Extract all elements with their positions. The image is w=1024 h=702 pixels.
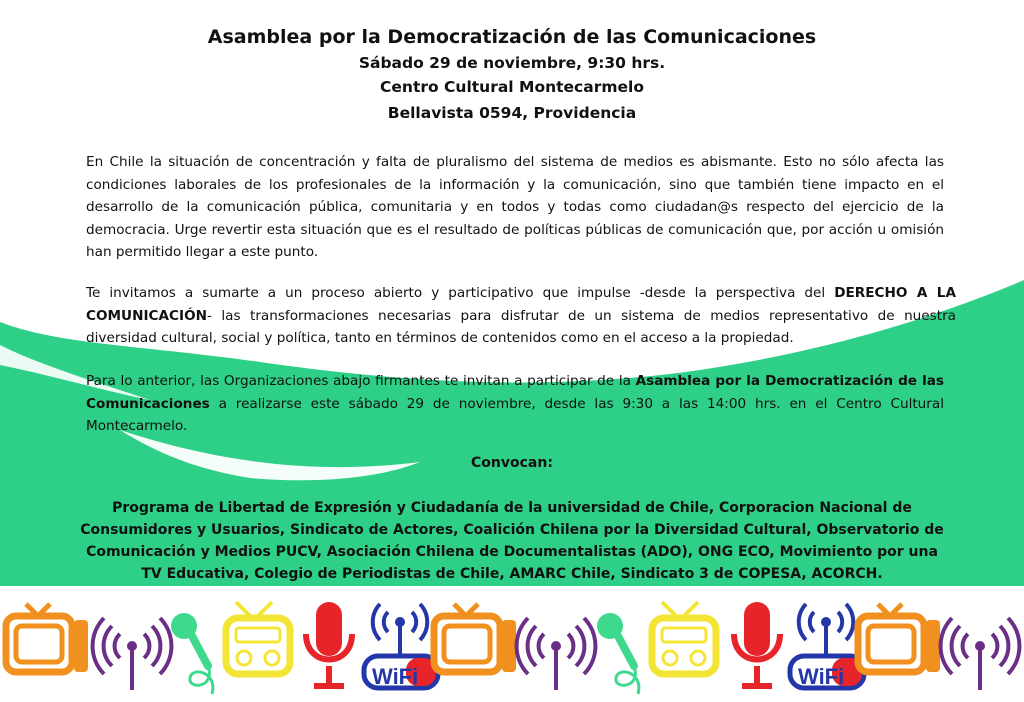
radio-icon: [226, 602, 290, 674]
red-microphone-icon: [306, 602, 352, 686]
details-text-end: a realizarse este sábado 29 de noviembre, desde las 9:30 a las 14:00 hrs. en el Centro Cultural Montecarmelo.: [86, 395, 944, 434]
organizations-list: Programa de Libertad de Expresión y Ciudadanía de la universidad de Chile, Corporacion Nacional de Consumidores y Usuarios, Sindicato de Actores, Coalición Chilena por la Diversidad Cultural, Observatorio de Comunicación y Medios PUCV, Asociación Chilena de Documentalistas (ADO), ONG ECO, Movimiento por una TV Educativa, Colegio de Periodistas de Chile, AMARC Chile, Sindicato 3 de COPESA, ACORCH.: [80, 500, 944, 582]
invitation-text-start: Te invitamos a sumarte a un proceso abierto y participativo que impulse -desde la perspectiva del: [86, 285, 835, 301]
details-paragraph: [86, 370, 944, 438]
radio-waves-icon: [93, 618, 172, 690]
red-microphone-icon: [734, 602, 780, 686]
details-text-start: Para lo anterior, las Organizaciones abajo firmantes te invitan a participar de la: [86, 373, 636, 389]
tv-icon: [858, 604, 940, 672]
microphone-icon: [597, 613, 639, 694]
invitation-text-end: - las transformaciones necesarias para disfrutar de un sistema de medios representativo de nuestra diversidad cultural, social y política, tanto en términos de contenidos como en el acceso a la propiedad.: [86, 307, 956, 346]
wifi-icon: [790, 604, 864, 689]
radio-waves-icon: [941, 618, 1020, 690]
wifi-label: WiFi: [798, 664, 845, 689]
invitation-paragraph: [86, 282, 956, 350]
wifi-icon: [364, 604, 438, 689]
invitation-bold-phrase: DERECHO A LA COMUNICACIÓN: [86, 285, 956, 324]
radio-waves-icon: [517, 618, 596, 690]
intro-paragraph: En Chile la situación de concentración y falta de pluralismo del sistema de medios es abismante. Esto no sólo afecta las condiciones laborales de los profesionales de la información y la comunicación, sino que también tiene impacto en el desarrollo de la comunicación pública, comunitaria y en todos y todas como ciudadan@s respecto del ejercicio de la democracia. Urge revertir esta situación que es el resultado de políticas públicas de comunicación que, por acción u omisión han permitido llegar a este punto.: [86, 154, 944, 260]
page-title: Asamblea por la Democratización de las Comunicaciones: [207, 26, 817, 48]
tv-icon: [434, 604, 516, 672]
microphone-icon: [171, 613, 213, 694]
tv-icon: [6, 604, 88, 672]
event-date: Sábado 29 de noviembre, 9:30 hrs.: [358, 54, 666, 72]
convocan-heading: Convocan:: [471, 455, 553, 471]
event-venue: Centro Cultural Montecarmelo: [380, 78, 644, 96]
details-bold-phrase: Asamblea por la Democratización de las Comunicaciones: [86, 373, 945, 412]
media-icon-strip: [0, 586, 1024, 698]
radio-icon: [652, 602, 716, 674]
wifi-label: WiFi: [372, 664, 419, 689]
event-address: Bellavista 0594, Providencia: [387, 104, 637, 122]
